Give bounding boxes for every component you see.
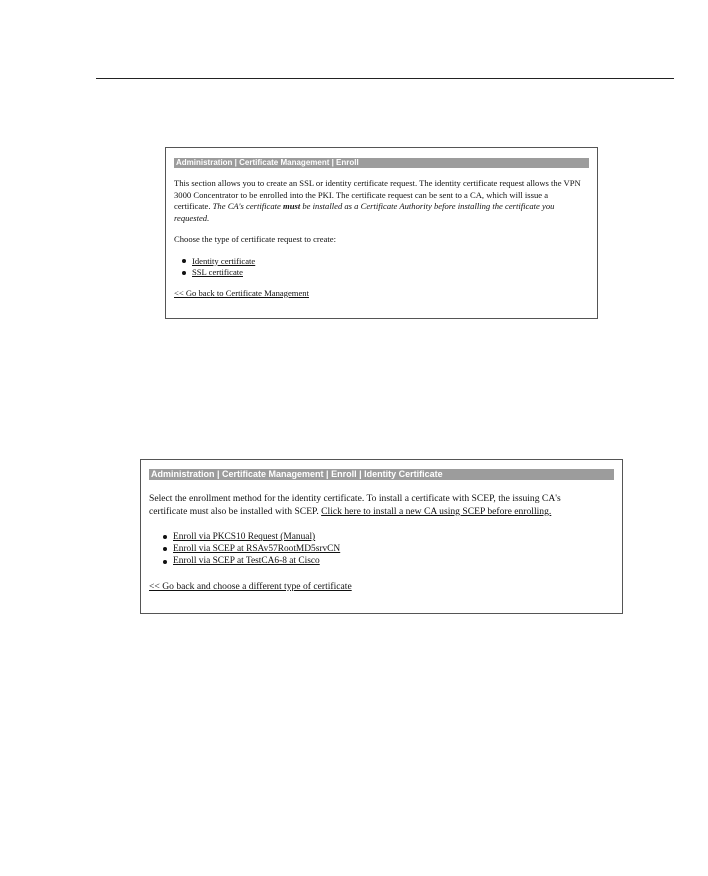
identity-certificate-screenshot [140, 459, 623, 614]
ssl-certificate-link[interactable]: SSL certificate [192, 267, 243, 277]
list-item [163, 531, 614, 543]
bullet-icon [163, 560, 167, 564]
intro-text: This section allows you to create an SSL or identity certificate request. The identity certificate request allows the VPN 3000 Concentrator to be enrolled into the PKI. The certificate request can be sent to a CA, which will issue a certificate. [174, 178, 581, 211]
bullet-icon [163, 547, 167, 551]
list-item [163, 543, 614, 555]
breadcrumb-title: Administration | Certificate Management | Enroll | Identity Certificate [149, 469, 614, 480]
list-item [182, 267, 589, 279]
enroll-scep-rsa-link[interactable]: Enroll via SCEP at RSAv57RootMD5srvCN [173, 544, 341, 555]
intro-strong: must [283, 201, 301, 211]
enrollment-method-list [163, 531, 614, 568]
page-header-rule [96, 78, 674, 79]
back-paragraph [174, 288, 589, 300]
bullet-icon [182, 259, 186, 263]
list-item [182, 256, 589, 268]
breadcrumb-title: Administration | Certificate Management | Enroll [174, 158, 589, 168]
install-ca-scep-link[interactable]: Click here to install a new CA using SCEP before enrolling. [321, 505, 552, 517]
back-paragraph [149, 581, 614, 594]
intro-emphasis-1: The CA's certificate [212, 201, 281, 211]
intro-paragraph [149, 493, 589, 518]
bullet-icon [182, 271, 186, 275]
back-choose-type-link[interactable]: << Go back and choose a different type of certificate [149, 580, 352, 592]
list-item [163, 555, 614, 567]
intro-paragraph [174, 178, 582, 224]
certificate-type-list [182, 256, 589, 279]
bullet-icon [163, 535, 167, 539]
intro-emphasis-2: be installed as a Certificate Authority before installing the certificate you requested. [174, 201, 555, 223]
identity-certificate-link[interactable]: Identity certificate [192, 255, 256, 266]
intro-text: Select the enrollment method for the identity certificate. To install a certificate with SCEP, the issuing CA's certificate must also be installed with SCEP. [149, 493, 561, 517]
back-to-certificate-management-link[interactable]: << Go back to Certificate Management [174, 287, 309, 298]
enroll-scep-testca-link[interactable]: Enroll via SCEP at TestCA6-8 at Cisco [173, 556, 320, 567]
enroll-pkcs10-link[interactable]: Enroll via PKCS10 Request (Manual) [173, 532, 316, 542]
choose-label: Choose the type of certificate request to create: [174, 234, 337, 244]
enroll-screenshot [165, 147, 598, 319]
